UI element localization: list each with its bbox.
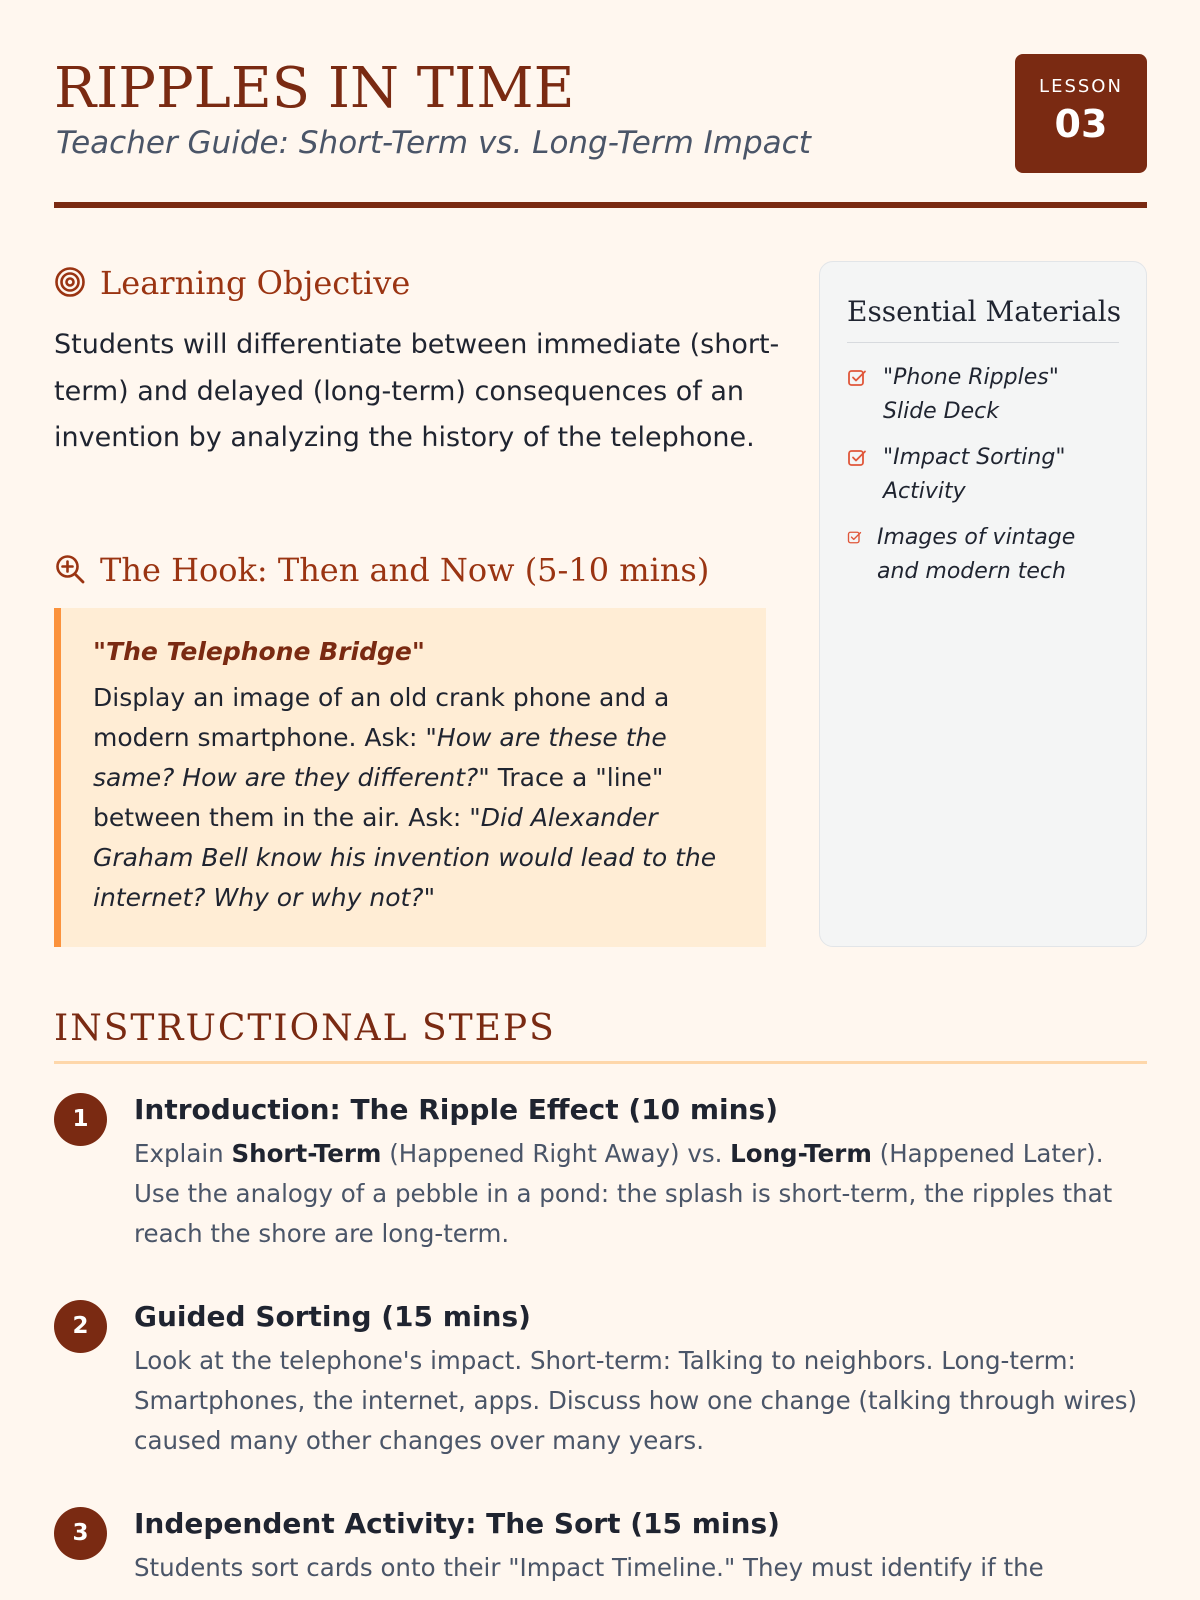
materials-panel xyxy=(819,261,1147,947)
list-item xyxy=(847,441,1119,509)
objective-text: Students will differentiate between immediate (short-term) and delayed (long-term) consequences of an invention by analyzing the history of the telephone. xyxy=(54,329,780,453)
step-number: 3 xyxy=(54,1507,107,1560)
hook-callout xyxy=(54,608,766,947)
hook-quote-1: "How are these the same? How are they different?" xyxy=(93,723,667,792)
step-body-text: Explain xyxy=(134,1139,232,1168)
lesson-number: 03 xyxy=(1054,102,1108,146)
step-body xyxy=(134,1134,1147,1254)
list-item xyxy=(847,521,1119,589)
hook-heading xyxy=(54,549,709,591)
materials-title: Essential Materials xyxy=(847,292,1119,343)
checkbox-checked-icon xyxy=(847,448,867,468)
lesson-badge xyxy=(1015,54,1147,173)
hook-quote-2: "Did Alexander Graham Bell know his invention would lead to the internet? Why or why not?" xyxy=(93,803,717,912)
hook-heading-label: The Hook: Then and Now (5-10 mins) xyxy=(100,551,710,589)
checkbox-checked-icon xyxy=(847,530,862,545)
objective-heading-label: Learning Objective xyxy=(100,264,411,302)
hook-body-2: Trace a "line" between them in the air. Ask: xyxy=(93,763,664,832)
step-title: Introduction: The Ripple Effect (10 mins) xyxy=(134,1093,779,1126)
page-title: RIPPLES IN TIME xyxy=(54,56,575,121)
step-body-bold: Short-Term xyxy=(231,1139,382,1168)
step-title: Independent Activity: The Sort (15 mins) xyxy=(134,1507,780,1540)
material-label: Images of vintage and modern tech xyxy=(877,525,1076,584)
objective-heading xyxy=(54,262,410,304)
list-item xyxy=(847,361,1119,429)
page-header xyxy=(54,54,1147,208)
target-icon xyxy=(54,266,86,298)
material-label: "Phone Ripples" Slide Deck xyxy=(883,365,1059,424)
step-content xyxy=(134,1504,1147,1588)
lesson-label: LESSON xyxy=(1039,76,1123,97)
lesson-page xyxy=(54,0,1147,1600)
step-body-bold: Long-Term xyxy=(730,1139,872,1168)
step-content xyxy=(134,1297,1147,1461)
step-body: Look at the telephone's impact. Short-term: Talking to neighbors. Long-term: Smartphones, the internet, apps. Discuss how one change (talking through wires) caused many other changes over many years. xyxy=(134,1346,1138,1455)
steps-heading: INSTRUCTIONAL STEPS xyxy=(54,1004,1147,1064)
step-content xyxy=(134,1090,1147,1254)
step-number: 1 xyxy=(54,1093,107,1146)
checkbox-checked-icon xyxy=(847,368,867,388)
material-label: "Impact Sorting" Activity xyxy=(883,445,1066,504)
zoom-in-icon xyxy=(54,553,86,585)
step-body-text: (Happened Right Away) vs. xyxy=(381,1139,731,1168)
step-title: Guided Sorting (15 mins) xyxy=(134,1300,531,1333)
hook-body-1: Display an image of an old crank phone and a modern smartphone. Ask: xyxy=(93,683,670,752)
page-subtitle: Teacher Guide: Short-Term vs. Long-Term Impact xyxy=(56,125,811,161)
step-body: Students sort cards onto their "Impact Timeline." They must identify if the xyxy=(134,1553,1044,1582)
hook-body xyxy=(93,678,742,918)
step-body-text: (Happened Later). Use the analogy of a pebble in a pond: the splash is short-term, the ripples that reach the shore are long-term. xyxy=(134,1139,1113,1248)
step-number: 2 xyxy=(54,1300,107,1353)
materials-list xyxy=(847,361,1119,589)
hook-title: "The Telephone Bridge" xyxy=(93,637,425,666)
